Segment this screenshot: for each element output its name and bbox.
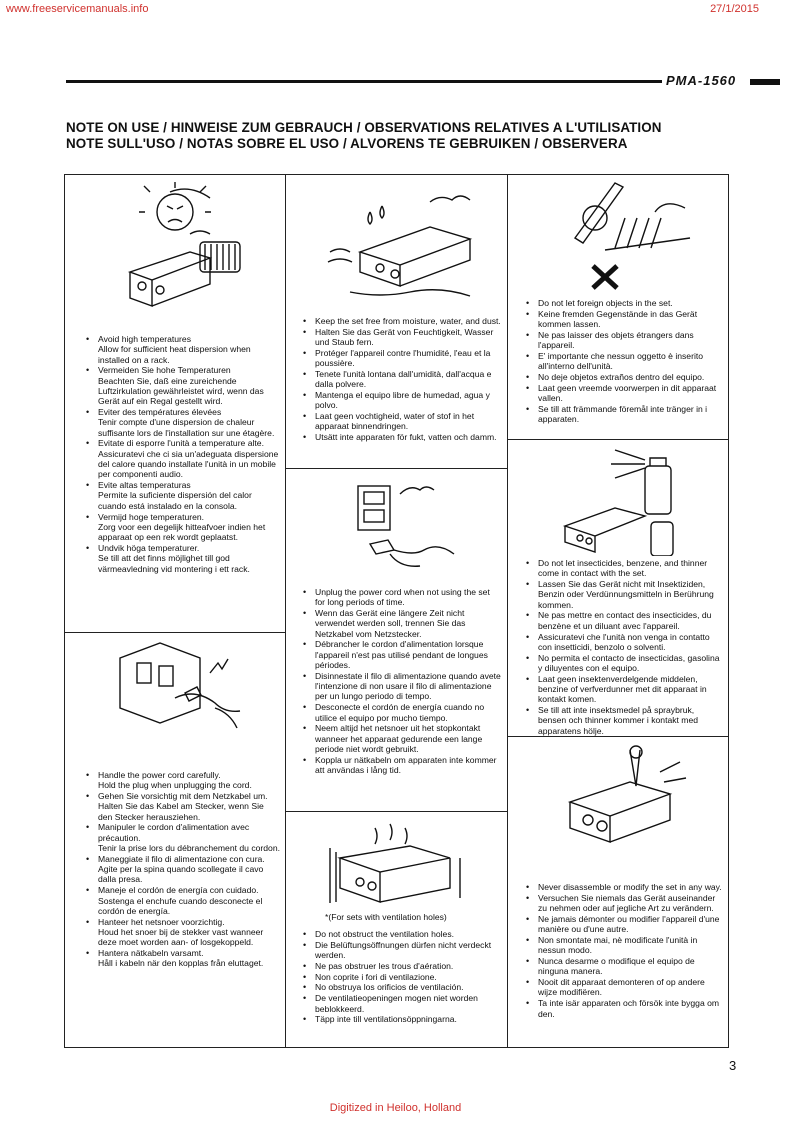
unplug-notes <box>303 587 501 776</box>
header-rule-end <box>750 79 780 85</box>
temperature-note-fr: • Eviter des températures élevées Tenir compte d'une dispersion de chaleur suffisante lors de l'installation sur une étagère. <box>86 407 280 438</box>
insecticide-note-de: • Lassen Sie das Gerät nicht mit Insektiziden, Benzin oder Verdünnungsmitteln in Berührung kommen. <box>526 579 724 610</box>
foreign-objects-note-en: • Do not let foreign objects in the set. <box>526 298 724 308</box>
heat-illustration <box>110 182 260 317</box>
foreign-objects-note-it: • E' importante che nessun oggetto è inserito all'interno dell'unità. <box>526 351 724 372</box>
disassemble-note-es: • Nunca desarme o modifique el equipo de ninguna manera. <box>526 956 724 977</box>
power-cord-note-sv: • Hantera nätkabeln varsamt. Håll i kabeln när den kopplas från eluttaget. <box>86 948 280 969</box>
insecticide-note-fr: • Ne pas mettre en contact des insecticides, du benzène et un diluant avec l'appareil. <box>526 610 724 631</box>
disassemble-note-it: • Non smontate mai, nè modificate l'unità in nessun modo. <box>526 935 724 956</box>
unplug-note-fr: • Débrancher le cordon d'alimentation lorsque l'appareil n'est pas utilisé pendant de longues périodes. <box>303 639 501 670</box>
page-title <box>66 120 662 152</box>
foreign-objects-note-es: • No deje objetos extraños dentro del equipo. <box>526 372 724 382</box>
scan-date: 27/1/2015 <box>710 3 759 15</box>
insecticide-note-es: • No permita el contacto de insecticidas, gasolina y diluyentes con el equipo. <box>526 653 724 674</box>
insecticide-illustration <box>555 446 695 556</box>
power-cord-note-fr: • Manipuler le cordon d'alimentation avec précaution. Tenir la prise lors du débranchement du cordon. <box>86 822 280 853</box>
ventilation-note-sv: • Täpp inte till ventilationsöppningarna. <box>303 1014 501 1024</box>
row-divider-col2b <box>285 811 507 812</box>
column-divider-1 <box>285 174 286 1048</box>
power-cord-note-es: • Maneje el cordón de energía con cuidado. Sostenga el enchufe cuando desconecte el cordón de energía. <box>86 885 280 916</box>
power-cord-note-nl: • Hanteer het netsnoer voorzichtig. Houd het snoer bij de stekker vast wanneer deze moet worden aan- of losgekoppeld. <box>86 917 280 948</box>
temperature-note-it: • Evitate di esporre l'unità a temperature alte. Assicuratevi che ci sia un'adeguata dispersione del calore quando installate l'unità in un mobile per componenti audio. <box>86 438 280 479</box>
ventilation-note-en: • Do not obstruct the ventilation holes. <box>303 929 501 939</box>
foreign-objects-note-de: • Keine fremden Gegenstände in das Gerät kommen lassen. <box>526 309 724 330</box>
temperature-note-de: • Vermeiden Sie hohe Temperaturen Beachten Sie, daß eine zureichende Luftzirkulation gewährleistet wird, wenn das Gerät auf ein Regal gestellt wird. <box>86 365 280 406</box>
insecticide-note-nl: • Laat geen insektenverdelgende middelen, benzine of verfverdunner met dit apparaat in kontakt komen. <box>526 674 724 705</box>
ventilation-note-it: • Non coprite i fori di ventilazione. <box>303 972 501 982</box>
temperature-note-en: • Avoid high temperatures Allow for sufficient heat dispersion when installed on a rack. <box>86 334 280 365</box>
moisture-note-es: • Mantenga el equipo libre de humedad, agua y polvo. <box>303 390 501 411</box>
source-url[interactable]: www.freeservicemanuals.info <box>6 3 149 15</box>
power-cord-note-it: • Maneggiate il filo di alimentazione con cura. Agite per la spina quando scollegate il cavo dalla presa. <box>86 854 280 885</box>
power-cord-note-en: • Handle the power cord carefully. Hold the plug when unplugging the cord. <box>86 770 280 791</box>
row-divider-col1 <box>64 632 286 633</box>
moisture-note-de: • Halten Sie das Gerät von Feuchtigkeit, Wasser und Staub fern. <box>303 327 501 348</box>
footer-credit: Digitized in Heiloo, Holland <box>329 1102 462 1114</box>
foreign-objects-notes <box>526 298 724 425</box>
column-divider-2 <box>507 174 508 1048</box>
moisture-notes <box>303 316 501 443</box>
header-rule <box>66 80 662 83</box>
foreign-objects-note-fr: • Ne pas laisser des objets étrangers dans l'appareil. <box>526 330 724 351</box>
temperature-note-es: • Evite altas temperaturas Permite la suficiente dispersión del calor cuando está instalado en la consola. <box>86 480 280 511</box>
ventilation-note-nl: • De ventilatieopeningen mogen niet worden beblokkeerd. <box>303 993 501 1014</box>
unplug-note-it: • Disinnestate il filo di alimentazione quando avete l'intenzione di non usare il filo di alimentazione per un lungo periodo di tempo. <box>303 671 501 702</box>
ventilation-note-fr: • Ne pas obstruer les trous d'aération. <box>303 961 501 971</box>
unplug-note-de: • Wenn das Gerät eine längere Zeit nicht verwendet werden soll, trennen Sie das Netzkabel vom Netzstecker. <box>303 608 501 639</box>
row-divider-col2a <box>285 468 507 469</box>
power-cord-note-de: • Gehen Sie vorsichtig mit dem Netzkabel um. Halten Sie das Kabel am Stecker, wenn Sie den Stecker herausziehen. <box>86 791 280 822</box>
unplug-note-es: • Desconecte el cordón de energía cuando no utilice el equipo por mucho tiempo. <box>303 702 501 723</box>
insecticide-note-sv: • Se till att inte insektsmedel på spraybruk, bensen och thinner kommer i kontakt med apparatens hölje. <box>526 705 724 736</box>
disassemble-note-en: • Never disassemble or modify the set in any way. <box>526 882 724 892</box>
foreign-objects-note-nl: • Laat geen vreemde voorwerpen in dit apparaat vallen. <box>526 383 724 404</box>
temperature-note-nl: • Vermijd hoge temperaturen. Zorg voor een degelijk hitteafvoer indien het apparaat op een rek wordt geplaatst. <box>86 512 280 543</box>
unplug-note-nl: • Neem altijd het netsnoer uit het stopkontakt wanneer het apparaat gedurende een lange periode niet wordt gebruikt. <box>303 723 501 754</box>
moisture-note-fr: • Protéger l'appareil contre l'humidité, l'eau et la poussière. <box>303 348 501 369</box>
power-cord-illustration <box>115 638 250 743</box>
disassemble-note-sv: • Ta inte isär apparaten och försök inte bygga om den. <box>526 998 724 1019</box>
insecticide-notes <box>526 558 724 737</box>
temperature-notes <box>86 334 280 574</box>
ventilation-illustration <box>320 818 470 908</box>
unplug-note-en: • Unplug the power cord when not using the set for long periods of time. <box>303 587 501 608</box>
disassemble-note-fr: • Ne jamais démonter ou modifier l'appareil d'une manière ou d'une autre. <box>526 914 724 935</box>
disassemble-illustration <box>560 742 700 852</box>
ventilation-notes <box>303 929 501 1025</box>
moisture-note-it: • Tenete l'unità lontana dall'umidità, dall'acqua e dalla polvere. <box>303 369 501 390</box>
temperature-note-sv: • Undvik höga temperaturer. Se till att det finns möjlighet till god värmeavledning vid montering i ett rack. <box>86 543 280 574</box>
foreign-objects-illustration <box>545 178 695 296</box>
insecticide-note-it: • Assicuratevi che l'unità non venga in contatto con insetticidi, benzolo o solventi. <box>526 632 724 653</box>
insecticide-note-en: • Do not let insecticides, benzene, and thinner come in contact with the set. <box>526 558 724 579</box>
disassemble-notes <box>526 882 724 1019</box>
moisture-note-en: • Keep the set free from moisture, water, and dust. <box>303 316 501 326</box>
moisture-illustration <box>320 182 480 302</box>
model-number: PMA-1560 <box>666 73 737 88</box>
disassemble-note-nl: • Nooit dit apparaat demonteren of op andere wijze modifiëren. <box>526 977 724 998</box>
title-line-1: NOTE ON USE / HINWEISE ZUM GEBRAUCH / OBSERVATIONS RELATIVES A L'UTILISATION <box>66 120 662 135</box>
moisture-note-nl: • Laat geen vochtigheid, water of stof in het apparaat binnendringen. <box>303 411 501 432</box>
ventilation-note-es: • No obstruya los orificios de ventilación. <box>303 982 501 992</box>
page-number: 3 <box>729 1058 737 1073</box>
unplug-illustration <box>340 474 460 574</box>
ventilation-note: *(For sets with ventilation holes) <box>325 912 447 922</box>
ventilation-note-de: • Die Belüftungsöffnungen dürfen nicht verdeckt werden. <box>303 940 501 961</box>
foreign-objects-note-sv: • Se till att främmande föremål inte tränger in i apparaten. <box>526 404 724 425</box>
moisture-note-sv: • Utsätt inte apparaten för fukt, vatten och damm. <box>303 432 501 442</box>
disassemble-note-de: • Versuchen Sie niemals das Gerät auseinander zu nehmen oder auf jegliche Art zu verändern. <box>526 893 724 914</box>
title-line-2: NOTE SULL'USO / NOTAS SOBRE EL USO / ALVORENS TE GEBRUIKEN / OBSERVERA <box>66 136 628 151</box>
power-cord-notes <box>86 770 280 969</box>
row-divider-col3a <box>507 439 729 440</box>
unplug-note-sv: • Koppla ur nätkabeln om apparaten inte kommer att användas i lång tid. <box>303 755 501 776</box>
